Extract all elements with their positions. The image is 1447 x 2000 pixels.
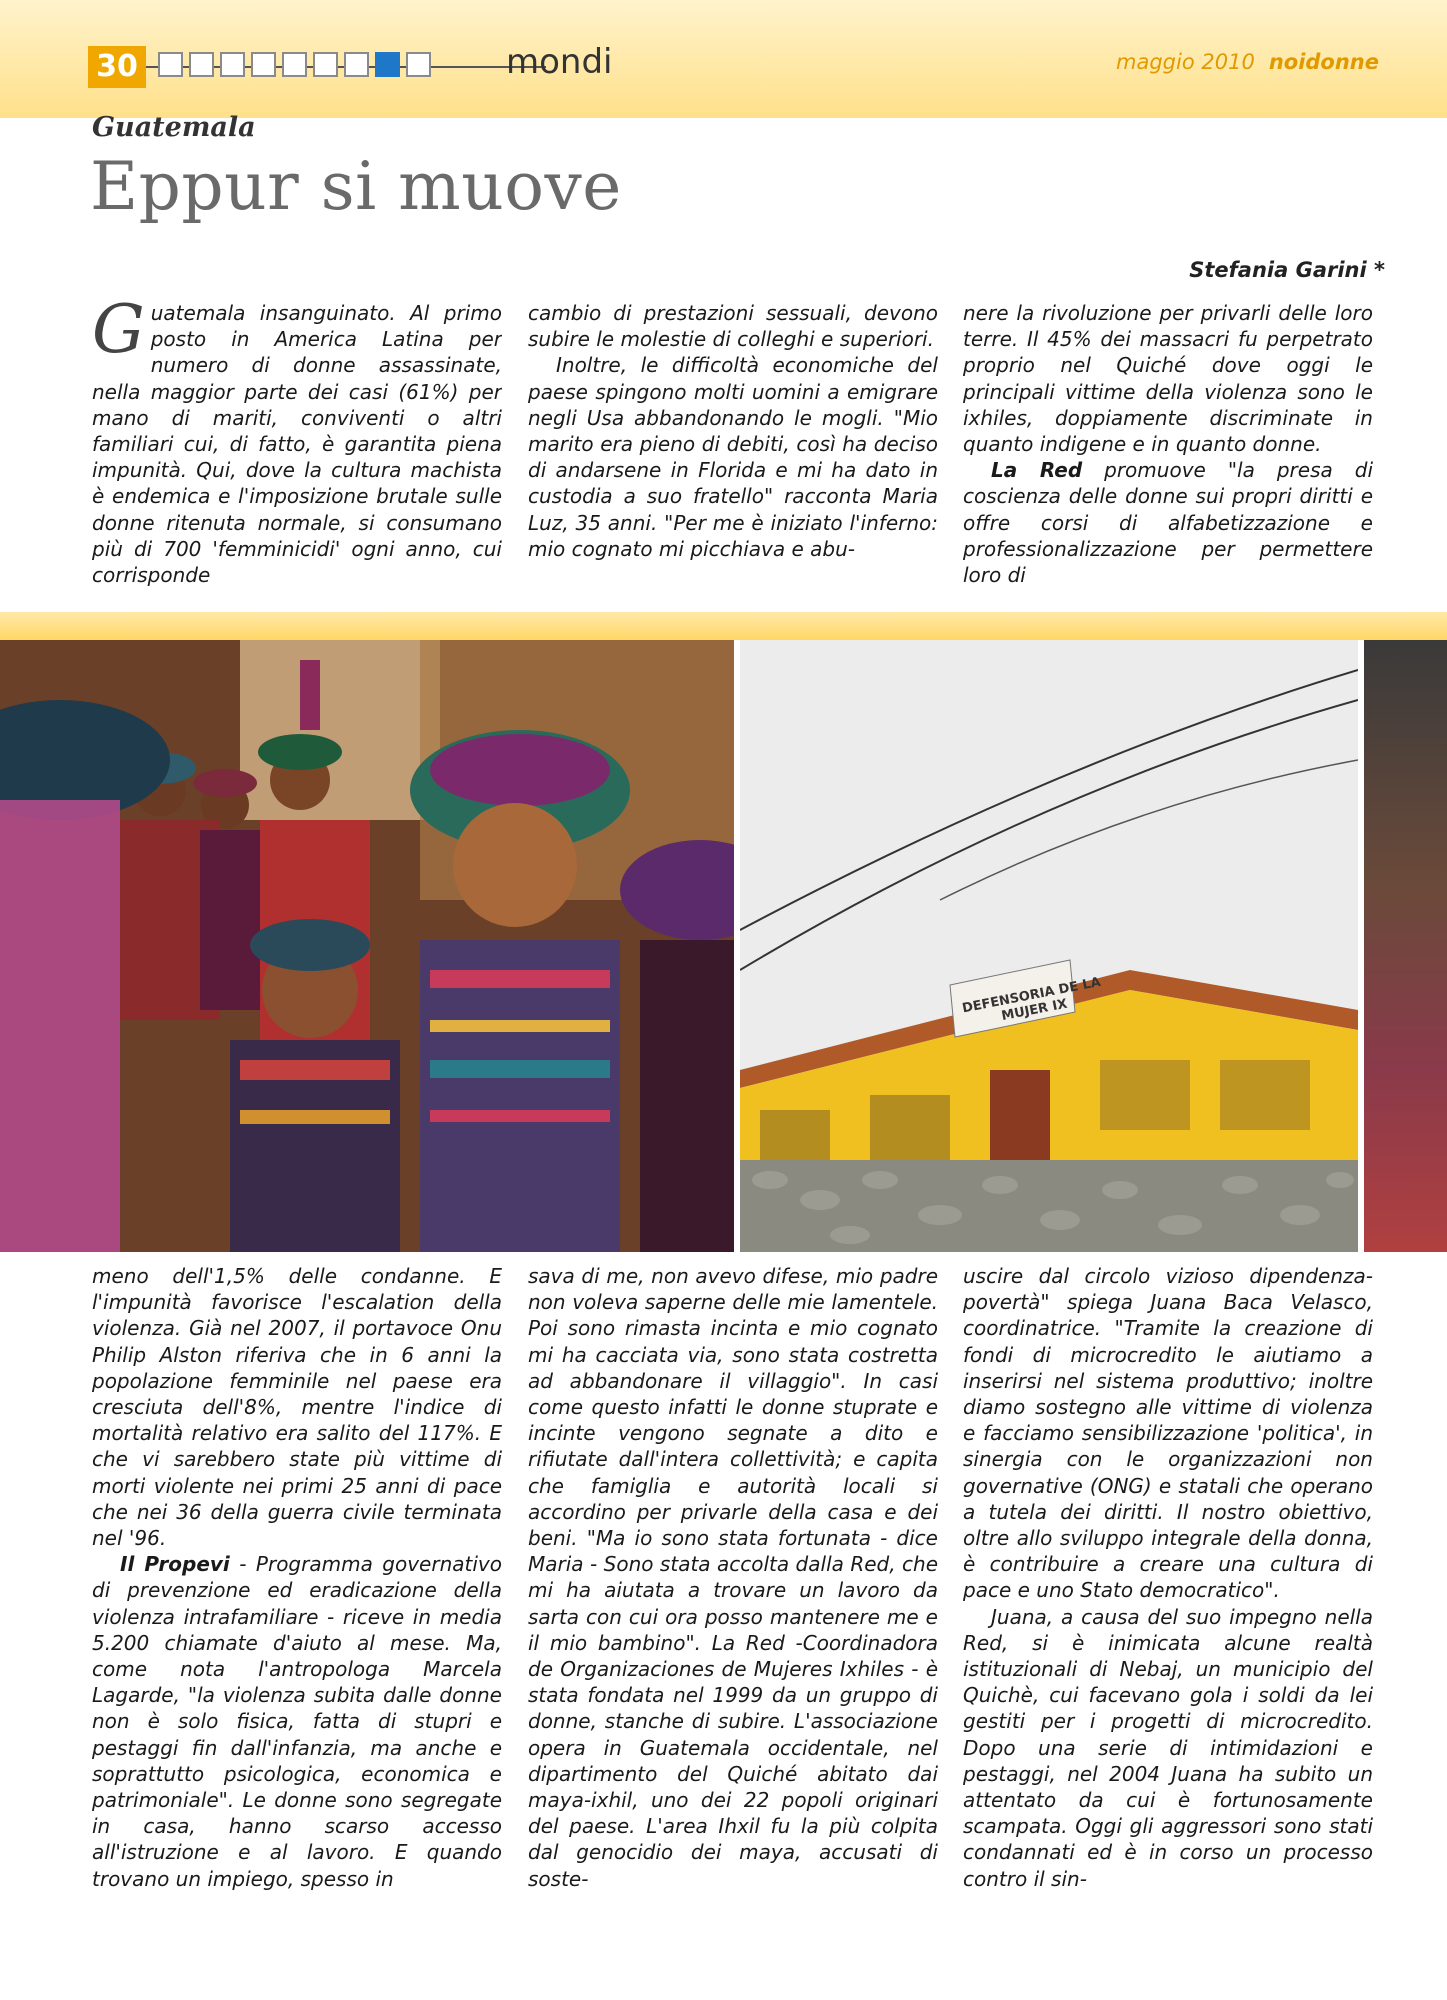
paragraph: cambio di prestazioni sessuali, devono subire le molestie di colleghi e superiori. bbox=[528, 301, 938, 352]
paragraph-text: promuove "la presa di coscienza delle donne sui propri diritti e offre corsi di alfabetizzazione e professionalizzazione per permettere loro di bbox=[963, 458, 1373, 588]
paragraph: meno dell'1,5% delle condanne. E l'impunità favorisce l'escalation della violenza. Già nel 2007, il portavoce Onu Philip Alston riferiva che in 6 anni la popolazione femminile nel paese era cresciuta dell'8%, mentre l'indice di mortalità relativo era salito del 117%. E che vi sarebbero state più vittime di morti violente nei primi 25 anni di pace che nei 36 della guerra civile terminata nel '96. bbox=[92, 1264, 502, 1551]
nav-box-active bbox=[375, 52, 400, 77]
paragraph: uscire dal circolo vizioso dipendenza-povertà" spiega Juana Baca Velasco, coordinatrice. "Tramite la creazione di fondi di microcredito le aiutiamo a inserirsi nel sistema produttivo; inoltre diamo sostegno alle vittime di violenza e facciamo sensibilizzazione 'politica', in sinergia con le organizzazioni non governative (ONG) e statali che operano a tutela dei diritti. Il nostro obiettivo, oltre allo sviluppo integrale della donna, è contribuire a creare una cultura di pace e uno Stato democratico". bbox=[963, 1264, 1373, 1603]
photo-women-illustration bbox=[0, 640, 734, 1252]
column-2-top bbox=[528, 300, 938, 590]
magazine-name: noidonne bbox=[1268, 50, 1379, 74]
paragraph bbox=[92, 300, 502, 588]
issue-info bbox=[1116, 50, 1379, 74]
paragraph: nere la rivoluzione per privarli delle loro terre. Il 45% dei massacri fu perpetrato proprio nel Quiché dove oggi le principali vittime della violenza sono le ixhiles, doppiamente discriminate in quanto indigene e in quanto donne. bbox=[963, 301, 1373, 457]
issue-date: maggio 2010 bbox=[1116, 50, 1255, 74]
photo-band bbox=[0, 612, 1447, 640]
section-name: mondi bbox=[506, 42, 613, 82]
column-3-bottom bbox=[963, 1263, 1373, 1963]
article-title: Eppur si muove bbox=[90, 148, 622, 225]
bold-lead: Il Propevi bbox=[120, 1552, 230, 1577]
photo-building-illustration bbox=[740, 640, 1358, 1252]
nav-box bbox=[189, 52, 214, 77]
nav-box bbox=[344, 52, 369, 77]
column-1-bottom bbox=[92, 1263, 502, 1963]
paragraph: Juana, a causa del suo impegno nella Red, si è inimicata alcune realtà istituzionali di Nebaj, un municipio del Quichè, cui facevano gola i soldi da lei gestiti per i progetti di microcredito. Dopo una serie di intimidazioni e pestaggi, nel 2004 Juana ha subito un attentato da cui è fortunosamente scampata. Oggi gli aggressori sono stati condannati ed è in corso un processo contro il sin- bbox=[963, 1604, 1373, 1891]
paragraph bbox=[92, 1551, 502, 1892]
photo-woman-strip bbox=[1364, 640, 1447, 1252]
bold-lead: La Red bbox=[991, 458, 1083, 483]
article-author: Stefania Garini * bbox=[1189, 258, 1385, 282]
building-banner-text: DEFENSORIA DE LA MUJER IX bbox=[961, 974, 1103, 1025]
nav-box bbox=[313, 52, 338, 77]
paragraph: sava di me, non avevo difese, mio padre non voleva saperne delle mie lamentele. Poi sono rimasta incinta e mio cognato mi ha cacciata via, sono stata costretta ad abbandonare il villaggio". In casi come questo infatti le donne stuprate e incinte vengono segnate a dito e rifiutate dall'intera collettività; e capita che famiglia e autorità locali si accordino per privarle della casa e dei beni. "Ma io sono stata fortunata - dice Maria - Sono stata accolta dalla Red, che mi ha aiutata a trovare un lavoro da sarta con cui ora posso mantenere me e il mio bambino". La Red -Coordinadora de Organizaciones de Mujeres Ixhiles - è stata fondata nel 1999 da un gruppo di donne, stanche di subire. L'associazione opera in Guatemala occidentale, nel dipartimento del Quiché abitato dai maya-ixhil, uno dei 22 popoli originari del paese. L'area Ihxil fu la più colpita dal genocidio dei maya, accusati di soste- bbox=[528, 1264, 938, 1891]
photo-yellow-building bbox=[740, 640, 1358, 1252]
nav-box bbox=[282, 52, 307, 77]
nav-box bbox=[251, 52, 276, 77]
column-2-bottom bbox=[528, 1263, 938, 1963]
section-nav-boxes bbox=[158, 52, 431, 77]
paragraph-text: - Programma governativo di prevenzione ed eradicazione della violenza intrafamiliare - riceve in media 5.200 chiamate d'aiuto al mese. Ma, come nota l'antropologa Marcela Lagarde, "la violenza subita dalle donne non è solo fisica, fatta di stupri e pestaggi fin dall'infanzia, ma anche e soprattutto psicologica, economica e patrimoniale". Le donne sono segregate in casa, hanno scarso accesso all'istruzione e al lavoro. E quando trovano un impiego, spesso in bbox=[92, 1552, 502, 1891]
drop-cap: G bbox=[92, 300, 145, 368]
paragraph-text: uatemala insanguinato. Al primo posto in America Latina per numero di donne assassinate, nella maggior parte dei casi (61%) per mano di mariti, conviventi o altri familiari cui, di fatto, è garantita piena impunità. Qui, dove la cultura machista è endemica e l'imposizione brutale sulle donne ritenuta normale, si consumano più di 700 'femminicidi' ogni anno, cui corrisponde bbox=[92, 301, 502, 588]
nav-box bbox=[158, 52, 183, 77]
nav-box bbox=[220, 52, 245, 77]
paragraph: Inoltre, le difficoltà economiche del paese spingono molti uomini a emigrare negli Usa abbandonando le mogli. "Mio marito era pieno di debiti, così ha deciso di andarsene in Florida e mi ha dato in custodia a suo fratello" racconta Maria Luz, 35 anni. "Per me è iniziato l'inferno: mio cognato mi picchiava e abu- bbox=[528, 353, 938, 561]
column-1-top bbox=[92, 300, 502, 590]
paragraph bbox=[963, 457, 1373, 588]
article-kicker: Guatemala bbox=[92, 112, 256, 143]
page-number: 30 bbox=[88, 46, 146, 88]
column-3-top bbox=[963, 300, 1373, 590]
photo-women-gathering bbox=[0, 640, 734, 1252]
nav-box bbox=[406, 52, 431, 77]
